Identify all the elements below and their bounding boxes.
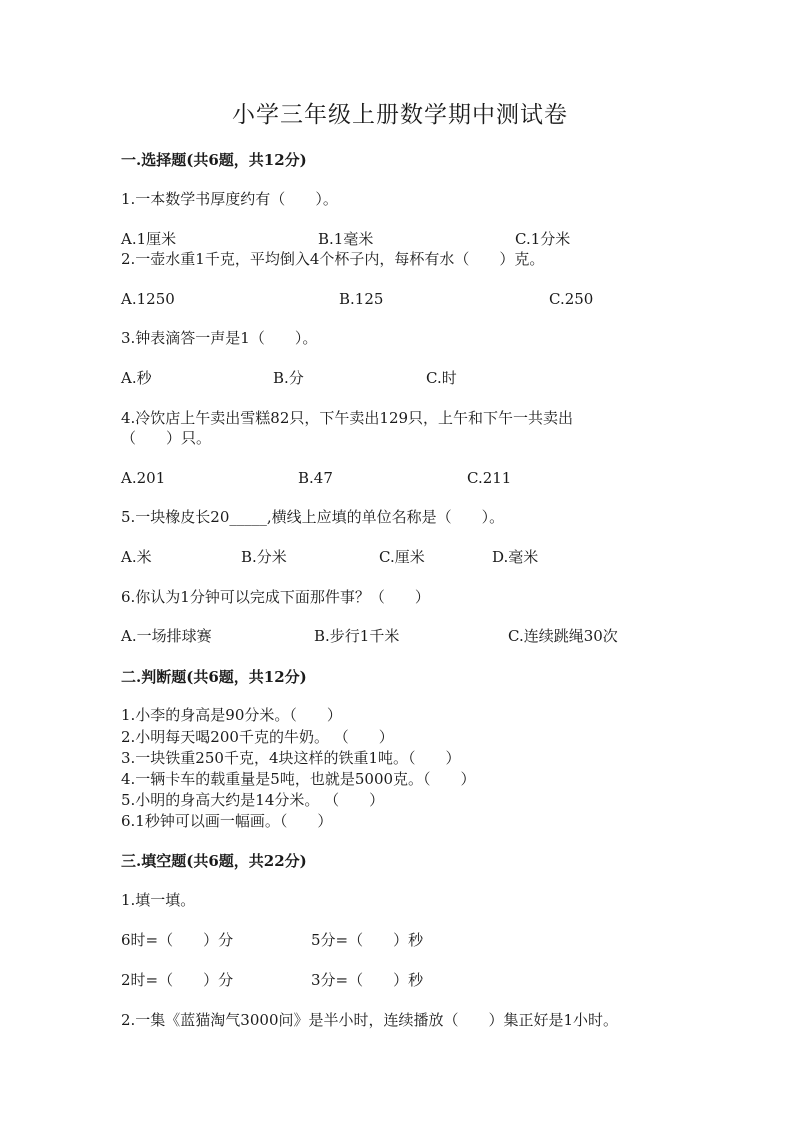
answer-option: C.1分米 — [515, 230, 571, 248]
page-title: 小学三年级上册数学期中测试卷 — [232, 102, 568, 128]
answer-option: B.步行1千米 — [314, 627, 400, 645]
fill-blank-item: 6时=（ ）分 — [121, 931, 234, 949]
judgement-item: 3.一块铁重250千克，4块这样的铁重1吨。（ ） — [121, 749, 461, 767]
answer-option: A.米 — [121, 548, 152, 566]
section-heading-judgement: 二.判断题(共6题，共12分) — [121, 668, 307, 686]
question-stem: 2.一壶水重1千克，平均倒入4个杯子内，每杯有水（ ）克。 — [121, 250, 545, 268]
fill-blank-item: 2时=（ ）分 — [121, 971, 234, 989]
answer-option: B.分米 — [241, 548, 287, 566]
answer-option: C.250 — [549, 290, 594, 308]
section-heading-choice: 一.选择题(共6题，共12分) — [121, 151, 307, 169]
judgement-item: 6.1秒钟可以画一幅画。（ ） — [121, 812, 333, 830]
question-stem: 1.一本数学书厚度约有（ ）。 — [121, 190, 338, 208]
answer-option: B.125 — [339, 290, 384, 308]
question-stem: 5.一块橡皮长20_____,横线上应填的单位名称是（ ）。 — [121, 508, 505, 526]
question-stem: 4.冷饮店上午卖出雪糕82只，下午卖出129只，上午和下午一共卖出 — [121, 409, 574, 427]
question-stem: 6.你认为1分钟可以完成下面那件事？（ ） — [121, 588, 430, 606]
answer-option: C.时 — [426, 369, 457, 387]
answer-option: B.分 — [273, 369, 304, 387]
answer-option: A.1厘米 — [121, 230, 177, 248]
answer-option: A.201 — [121, 469, 166, 487]
answer-option: A.秒 — [121, 369, 152, 387]
fill-blank-item: 5分=（ ）秒 — [311, 931, 424, 949]
answer-option: C.211 — [467, 469, 512, 487]
judgement-item: 5.小明的身高大约是14分米。 （ ） — [121, 791, 385, 809]
answer-option: A.1250 — [121, 290, 175, 308]
question-stem: 2.一集《蓝猫淘气3000问》是半小时，连续播放（ ）集正好是1小时。 — [121, 1011, 619, 1029]
answer-option: A.一场排球赛 — [121, 627, 212, 645]
section-heading-fill-blank: 三.填空题(共6题，共22分) — [121, 852, 307, 870]
judgement-item: 2.小明每天喝200千克的牛奶。 （ ） — [121, 728, 394, 746]
answer-option: D.毫米 — [492, 548, 539, 566]
judgement-item: 1.小李的身高是90分米。（ ） — [121, 706, 342, 724]
question-stem-continuation: （ ）只。 — [121, 429, 212, 447]
question-stem: 3.钟表滴答一声是1（ ）。 — [121, 329, 318, 347]
answer-option: B.1毫米 — [318, 230, 374, 248]
question-stem: 1.填一填。 — [121, 891, 196, 909]
answer-option: C.连续跳绳30次 — [508, 627, 618, 645]
fill-blank-item: 3分=（ ）秒 — [311, 971, 424, 989]
answer-option: B.47 — [298, 469, 333, 487]
judgement-item: 4.一辆卡车的载重量是5吨，也就是5000克。（ ） — [121, 770, 476, 788]
answer-option: C.厘米 — [379, 548, 425, 566]
